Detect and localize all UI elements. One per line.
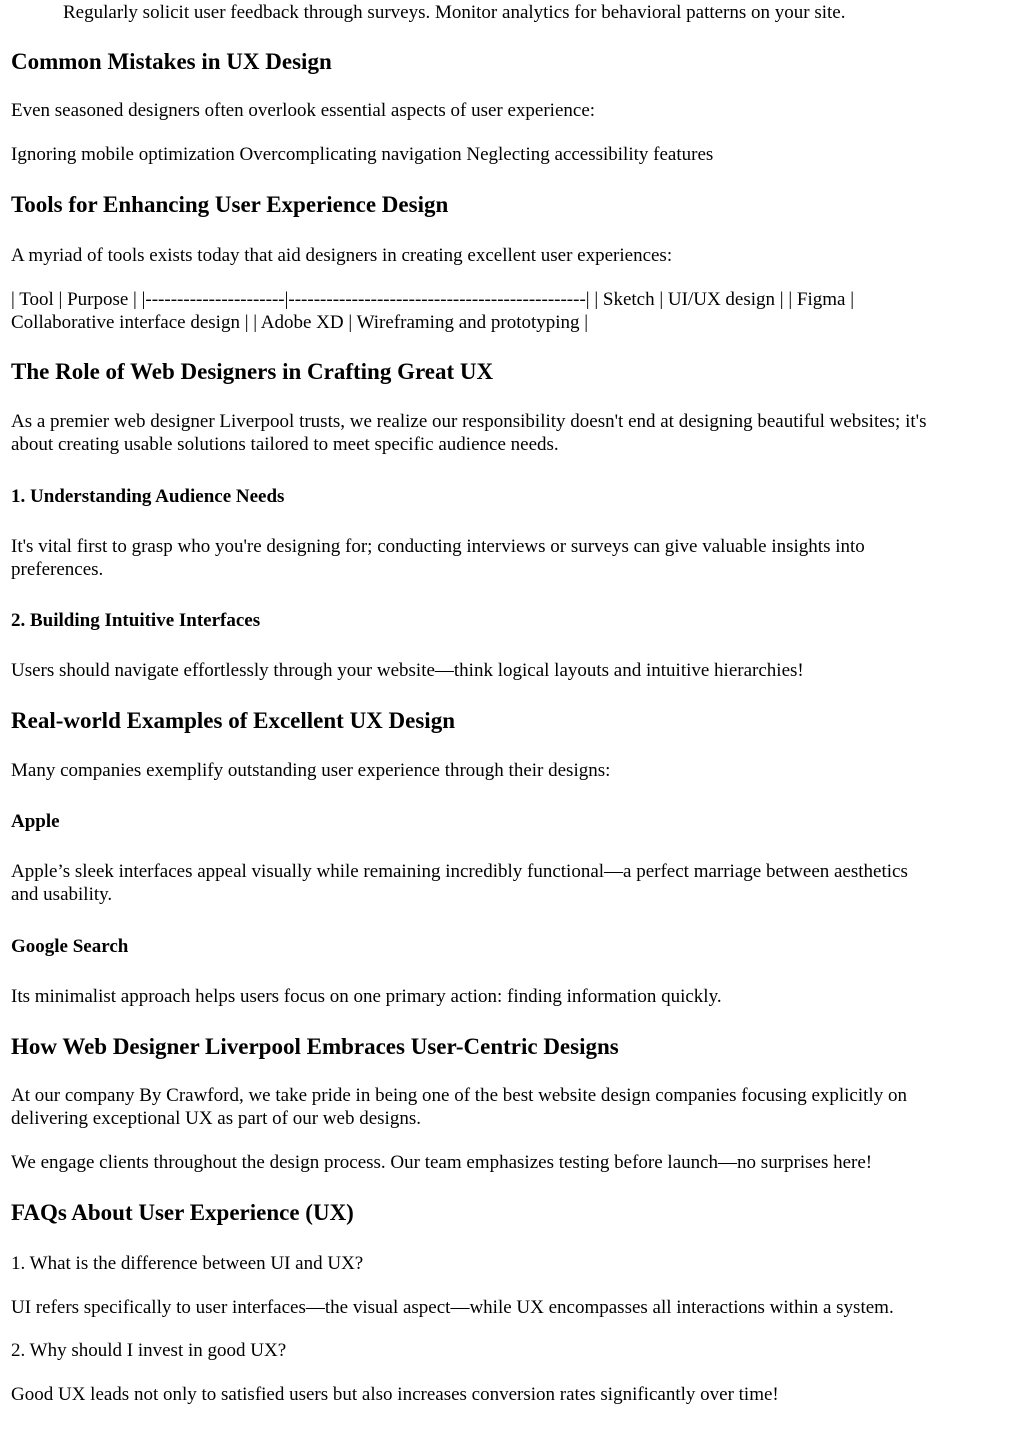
faq-question-1: 1. What is the difference between UI and UX? [11, 1253, 364, 1274]
audience-line-1: It's vital first to grasp who you're designing for; conducting interviews or surveys can give valuable insights into [11, 536, 865, 557]
role-lead-line-1: As a premier web designer Liverpool trusts, we realize our responsibility doesn't end at designing beautiful websites; it's [11, 411, 927, 432]
subheading-apple: Apple [11, 811, 60, 832]
role-lead-line-2: about creating usable solutions tailored to meet specific audience needs. [11, 434, 559, 455]
tools-table-line-2: Collaborative interface design | | Adobe XD | Wireframing and prototyping | [11, 312, 589, 333]
embraces-p1-line-1: At our company By Crawford, we take pride in being one of the best website design companies focusing explicitly on [11, 1085, 907, 1106]
heading-embraces-user-centric: How Web Designer Liverpool Embraces User-Centric Designs [11, 1034, 619, 1059]
mistakes-list-paragraph: Ignoring mobile optimization Overcomplicating navigation Neglecting accessibility features [11, 144, 714, 165]
subheading-google-search: Google Search [11, 936, 129, 957]
tools-table-line-1: | Tool | Purpose | |----------------------|-----------------------------------------------| | Sketch | UI/UX design | | Figma | [11, 289, 854, 310]
heading-real-world-examples: Real-world Examples of Excellent UX Design [11, 708, 455, 733]
audience-line-2: preferences. [11, 559, 104, 580]
heading-common-mistakes: Common Mistakes in UX Design [11, 49, 332, 74]
apple-line-2: and usability. [11, 884, 113, 905]
faq-answer-1: UI refers specifically to user interfaces—the visual aspect—while UX encompasses all interactions within a system. [11, 1297, 894, 1318]
faq-answer-2: Good UX leads not only to satisfied users but also increases conversion rates significantly over time! [11, 1384, 779, 1405]
heading-faqs: FAQs About User Experience (UX) [11, 1200, 354, 1225]
subheading-understanding-audience: 1. Understanding Audience Needs [11, 486, 285, 507]
intuitive-interfaces-paragraph: Users should navigate effortlessly through your website—think logical layouts and intuitive hierarchies! [11, 660, 804, 681]
heading-tools: Tools for Enhancing User Experience Design [11, 192, 449, 217]
faq-question-2: 2. Why should I invest in good UX? [11, 1340, 287, 1361]
google-search-paragraph: Its minimalist approach helps users focus on one primary action: finding information quickly. [11, 986, 722, 1007]
mistakes-lead-paragraph: Even seasoned designers often overlook essential aspects of user experience: [11, 100, 596, 121]
embraces-p1-line-2: delivering exceptional UX as part of our web designs. [11, 1108, 421, 1129]
intro-paragraph: Regularly solicit user feedback through surveys. Monitor analytics for behavioral patterns on your site. [63, 2, 846, 23]
tools-lead-paragraph: A myriad of tools exists today that aid designers in creating excellent user experiences: [11, 245, 673, 266]
heading-role-of-web-designers: The Role of Web Designers in Crafting Great UX [11, 359, 494, 384]
subheading-intuitive-interfaces: 2. Building Intuitive Interfaces [11, 610, 261, 631]
examples-lead-paragraph: Many companies exemplify outstanding user experience through their designs: [11, 760, 611, 781]
apple-line-1: Apple’s sleek interfaces appeal visually while remaining incredibly functional—a perfect marriage between aesthetics [11, 861, 908, 882]
embraces-p2: We engage clients throughout the design process. Our team emphasizes testing before launch—no surprises here! [11, 1152, 873, 1173]
